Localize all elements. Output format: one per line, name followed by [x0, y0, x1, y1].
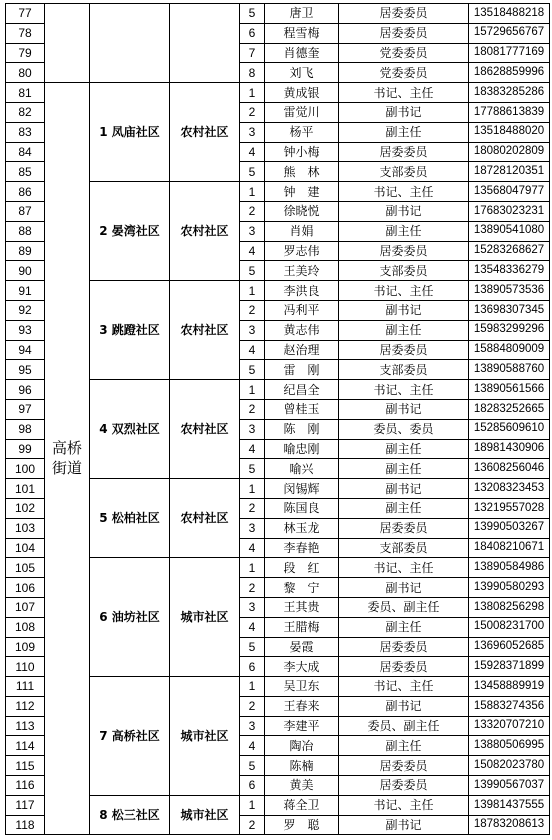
member-number: 1: [240, 83, 265, 103]
member-number: 3: [240, 419, 265, 439]
row-sequence: 81: [6, 83, 45, 103]
member-position: 居委委员: [339, 4, 469, 24]
member-phone: 13208323453: [469, 479, 550, 499]
member-position: 支部委员: [339, 162, 469, 182]
member-name: 徐晓悦: [265, 201, 339, 221]
member-name: 喻忠刚: [265, 439, 339, 459]
member-name: 杨平: [265, 122, 339, 142]
row-sequence: 112: [6, 696, 45, 716]
street-cell-prev: [45, 4, 90, 83]
row-sequence: 110: [6, 657, 45, 677]
community-name: 1 凤庙社区: [90, 83, 170, 182]
member-position: 支部委员: [339, 538, 469, 558]
member-number: 1: [240, 795, 265, 815]
member-phone: 18081777169: [469, 43, 550, 63]
member-phone: 13458889919: [469, 677, 550, 697]
member-name: 李春艳: [265, 538, 339, 558]
member-position: 支部委员: [339, 261, 469, 281]
member-name: 唐卫: [265, 4, 339, 24]
member-number: 4: [240, 439, 265, 459]
row-sequence: 99: [6, 439, 45, 459]
row-sequence: 102: [6, 498, 45, 518]
row-sequence: 118: [6, 815, 45, 835]
community-name: 7 高桥社区: [90, 677, 170, 796]
member-name: 雷觉川: [265, 102, 339, 122]
member-number: 3: [240, 597, 265, 617]
member-name: 王美玲: [265, 261, 339, 281]
member-name: 晏霞: [265, 637, 339, 657]
table-row: [6, 4, 550, 24]
member-name: 曾桂玉: [265, 399, 339, 419]
community-name: 5 松柏社区: [90, 479, 170, 558]
member-phone: 13890588760: [469, 360, 550, 380]
row-sequence: 96: [6, 380, 45, 400]
member-phone: 13890561566: [469, 380, 550, 400]
member-name: 钟小梅: [265, 142, 339, 162]
member-number: 5: [240, 459, 265, 479]
member-name: 黄成银: [265, 83, 339, 103]
member-position: 副主任: [339, 736, 469, 756]
member-phone: 13890541080: [469, 221, 550, 241]
member-number: 5: [240, 360, 265, 380]
community-type: 城市社区: [170, 558, 240, 677]
member-phone: 15729656767: [469, 23, 550, 43]
member-position: 副主任: [339, 439, 469, 459]
member-position: 书记、主任: [339, 281, 469, 301]
member-name: 程雪梅: [265, 23, 339, 43]
member-number: 1: [240, 182, 265, 202]
row-sequence: 98: [6, 419, 45, 439]
row-sequence: 82: [6, 102, 45, 122]
member-name: 肖娟: [265, 221, 339, 241]
member-position: 副书记: [339, 102, 469, 122]
member-name: 段 红: [265, 558, 339, 578]
member-phone: 13990503267: [469, 518, 550, 538]
member-position: 委员、委员: [339, 419, 469, 439]
row-sequence: 93: [6, 320, 45, 340]
member-phone: 15283268627: [469, 241, 550, 261]
member-name: 陈国良: [265, 498, 339, 518]
row-sequence: 104: [6, 538, 45, 558]
member-phone: 13990580293: [469, 578, 550, 598]
member-name: 罗志伟: [265, 241, 339, 261]
member-number: 8: [240, 63, 265, 83]
staff-contact-table: [5, 3, 550, 835]
member-phone: 13219557028: [469, 498, 550, 518]
member-number: 6: [240, 776, 265, 796]
member-phone: 13890584986: [469, 558, 550, 578]
member-position: 委员、副主任: [339, 597, 469, 617]
row-sequence: 91: [6, 281, 45, 301]
member-position: 副书记: [339, 300, 469, 320]
member-position: 居委委员: [339, 657, 469, 677]
member-position: 党委委员: [339, 63, 469, 83]
member-phone: 13320707210: [469, 716, 550, 736]
member-phone: 13808256298: [469, 597, 550, 617]
member-number: 2: [240, 815, 265, 835]
community-type: 农村社区: [170, 182, 240, 281]
community-type-cell-prev: [170, 4, 240, 83]
member-name: 闵锡辉: [265, 479, 339, 499]
member-phone: 13518488020: [469, 122, 550, 142]
member-phone: 13990567037: [469, 776, 550, 796]
member-name: 刘飞: [265, 63, 339, 83]
member-name: 李建平: [265, 716, 339, 736]
member-phone: 18080202809: [469, 142, 550, 162]
member-number: 2: [240, 201, 265, 221]
row-sequence: 109: [6, 637, 45, 657]
member-phone: 18783208613: [469, 815, 550, 835]
row-sequence: 103: [6, 518, 45, 538]
member-number: 4: [240, 736, 265, 756]
member-name: 雷 刚: [265, 360, 339, 380]
community-type: 农村社区: [170, 380, 240, 479]
member-number: 5: [240, 756, 265, 776]
community-type: 城市社区: [170, 677, 240, 796]
row-sequence: 87: [6, 201, 45, 221]
row-sequence: 95: [6, 360, 45, 380]
member-number: 1: [240, 380, 265, 400]
community-name: 8 松三社区: [90, 795, 170, 835]
table-row: [6, 83, 550, 103]
row-sequence: 117: [6, 795, 45, 815]
member-name: 钟 建: [265, 182, 339, 202]
member-name: 纪昌全: [265, 380, 339, 400]
row-sequence: 114: [6, 736, 45, 756]
row-sequence: 116: [6, 776, 45, 796]
member-position: 书记、主任: [339, 380, 469, 400]
member-phone: 17683023231: [469, 201, 550, 221]
row-sequence: 90: [6, 261, 45, 281]
member-position: 委员、副主任: [339, 716, 469, 736]
member-number: 3: [240, 518, 265, 538]
community-name: 6 油坊社区: [90, 558, 170, 677]
row-sequence: 115: [6, 756, 45, 776]
member-number: 5: [240, 637, 265, 657]
row-sequence: 88: [6, 221, 45, 241]
member-phone: 13880506995: [469, 736, 550, 756]
member-phone: 18383285286: [469, 83, 550, 103]
member-phone: 18628859996: [469, 63, 550, 83]
row-sequence: 89: [6, 241, 45, 261]
member-name: 吴卫东: [265, 677, 339, 697]
member-position: 居委委员: [339, 340, 469, 360]
member-position: 居委委员: [339, 241, 469, 261]
member-position: 居委委员: [339, 637, 469, 657]
member-number: 4: [240, 241, 265, 261]
member-number: 4: [240, 617, 265, 637]
member-number: 4: [240, 340, 265, 360]
member-phone: 13981437555: [469, 795, 550, 815]
member-name: 李洪良: [265, 281, 339, 301]
member-position: 书记、主任: [339, 83, 469, 103]
member-position: 书记、主任: [339, 795, 469, 815]
member-phone: 13568047977: [469, 182, 550, 202]
member-number: 2: [240, 300, 265, 320]
member-name: 王腊梅: [265, 617, 339, 637]
member-phone: 15082023780: [469, 756, 550, 776]
community-type: 农村社区: [170, 83, 240, 182]
community-type: 农村社区: [170, 281, 240, 380]
member-number: 5: [240, 162, 265, 182]
member-number: 1: [240, 281, 265, 301]
row-sequence: 80: [6, 63, 45, 83]
member-position: 书记、主任: [339, 558, 469, 578]
row-sequence: 86: [6, 182, 45, 202]
member-phone: 15884809009: [469, 340, 550, 360]
member-phone: 15983299296: [469, 320, 550, 340]
member-name: 李大成: [265, 657, 339, 677]
member-phone: 15883274356: [469, 696, 550, 716]
row-sequence: 79: [6, 43, 45, 63]
member-position: 副主任: [339, 320, 469, 340]
member-name: 蒋全卫: [265, 795, 339, 815]
community-name: 3 跳蹬社区: [90, 281, 170, 380]
row-sequence: 77: [6, 4, 45, 24]
row-sequence: 84: [6, 142, 45, 162]
community-type: 城市社区: [170, 795, 240, 835]
member-position: 副书记: [339, 578, 469, 598]
member-position: 居委委员: [339, 142, 469, 162]
member-name: 喻兴: [265, 459, 339, 479]
row-sequence: 107: [6, 597, 45, 617]
member-number: 3: [240, 221, 265, 241]
member-position: 副书记: [339, 479, 469, 499]
member-name: 王其贵: [265, 597, 339, 617]
street-name: 高桥 街道: [45, 83, 90, 835]
member-phone: 13608256046: [469, 459, 550, 479]
row-sequence: 94: [6, 340, 45, 360]
member-phone: 13698307345: [469, 300, 550, 320]
member-position: 居委委员: [339, 23, 469, 43]
member-number: 2: [240, 399, 265, 419]
member-number: 1: [240, 479, 265, 499]
row-sequence: 97: [6, 399, 45, 419]
member-name: 林玉龙: [265, 518, 339, 538]
member-phone: 18728120351: [469, 162, 550, 182]
member-position: 副主任: [339, 617, 469, 637]
member-position: 副主任: [339, 221, 469, 241]
row-sequence: 78: [6, 23, 45, 43]
member-name: 陶冶: [265, 736, 339, 756]
member-position: 居委委员: [339, 756, 469, 776]
member-position: 书记、主任: [339, 677, 469, 697]
member-number: 2: [240, 498, 265, 518]
member-position: 副主任: [339, 459, 469, 479]
row-sequence: 92: [6, 300, 45, 320]
member-phone: 18981430906: [469, 439, 550, 459]
member-number: 2: [240, 102, 265, 122]
member-phone: 15928371899: [469, 657, 550, 677]
row-sequence: 105: [6, 558, 45, 578]
row-sequence: 100: [6, 459, 45, 479]
member-number: 6: [240, 657, 265, 677]
community-type: 农村社区: [170, 479, 240, 558]
member-position: 副书记: [339, 201, 469, 221]
member-position: 副书记: [339, 696, 469, 716]
member-number: 7: [240, 43, 265, 63]
member-name: 肖德奎: [265, 43, 339, 63]
member-phone: 15285609610: [469, 419, 550, 439]
member-number: 5: [240, 261, 265, 281]
member-position: 居委委员: [339, 776, 469, 796]
community-name: 4 双烈社区: [90, 380, 170, 479]
member-phone: 17788613839: [469, 102, 550, 122]
member-name: 黄志伟: [265, 320, 339, 340]
member-number: 6: [240, 23, 265, 43]
member-position: 支部委员: [339, 360, 469, 380]
member-phone: 13548336279: [469, 261, 550, 281]
member-position: 居委委员: [339, 518, 469, 538]
member-name: 罗 聪: [265, 815, 339, 835]
member-number: 3: [240, 122, 265, 142]
row-sequence: 108: [6, 617, 45, 637]
member-phone: 13890573536: [469, 281, 550, 301]
member-phone: 18408210671: [469, 538, 550, 558]
row-sequence: 111: [6, 677, 45, 697]
member-phone: 13696052685: [469, 637, 550, 657]
row-sequence: 101: [6, 479, 45, 499]
member-number: 1: [240, 677, 265, 697]
member-number: 2: [240, 578, 265, 598]
member-name: 黎 宁: [265, 578, 339, 598]
community-cell-prev: [90, 4, 170, 83]
member-number: 4: [240, 142, 265, 162]
row-sequence: 83: [6, 122, 45, 142]
member-position: 副主任: [339, 498, 469, 518]
row-sequence: 85: [6, 162, 45, 182]
member-phone: 18283252665: [469, 399, 550, 419]
member-name: 陈 刚: [265, 419, 339, 439]
member-name: 冯利平: [265, 300, 339, 320]
member-number: 2: [240, 696, 265, 716]
member-phone: 15008231700: [469, 617, 550, 637]
member-name: 王春来: [265, 696, 339, 716]
member-number: 4: [240, 538, 265, 558]
member-position: 副主任: [339, 122, 469, 142]
member-name: 熊 林: [265, 162, 339, 182]
community-name: 2 晏湾社区: [90, 182, 170, 281]
member-phone: 13518488218: [469, 4, 550, 24]
table-body: [6, 4, 550, 835]
member-name: 黄美: [265, 776, 339, 796]
row-sequence: 113: [6, 716, 45, 736]
member-number: 5: [240, 4, 265, 24]
member-position: 书记、主任: [339, 182, 469, 202]
row-sequence: 106: [6, 578, 45, 598]
member-name: 赵治理: [265, 340, 339, 360]
member-number: 3: [240, 320, 265, 340]
member-number: 1: [240, 558, 265, 578]
member-position: 副书记: [339, 399, 469, 419]
member-position: 党委委员: [339, 43, 469, 63]
member-number: 3: [240, 716, 265, 736]
member-position: 副书记: [339, 815, 469, 835]
member-name: 陈楠: [265, 756, 339, 776]
